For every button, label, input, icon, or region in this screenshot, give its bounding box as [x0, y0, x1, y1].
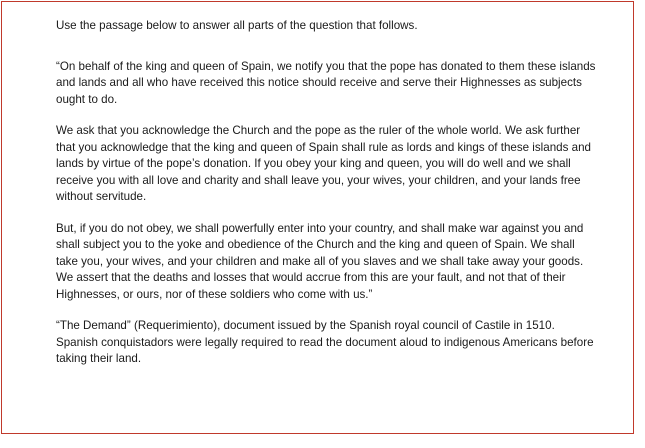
passage-paragraph-1: “On behalf of the king and queen of Spain, we notify you that the pope has donated to them these islands and lands and all who have received this notice should receive and serve their Highnesses as subjects ought to do. — [56, 59, 596, 106]
passage-paragraph-2: We ask that you acknowledge the Church and the pope as the ruler of the whole world. We ask further that you acknowledge that the king and queen of Spain shall rule as lords and kings of these islands and lands by virtue of the pope’s donation. If you obey your king and queen, you will do well and we shall receive you with all love and charity and shall leave you, your wives, your children, and your lands free without servitude. — [56, 124, 591, 203]
source-citation: “The Demand” (Requerimiento), document issued by the Spanish royal council of Castile in 1510. Spanish conquistadors were legally required to read the document aloud to indigenous Americans before taking their land. — [56, 319, 594, 365]
passage-paragraph-3: But, if you do not obey, we shall powerfully enter into your country, and shall make war against you and shall subject you to the yoke and obedience of the Church and the king and queen of Spain. We shall take you, your wives, and your children and make all of you slaves and we shall take away your goods. We assert that the deaths and losses that would accrue from this are your fault, and not that of their Highnesses, or ours, nor of these soldiers who come with us.” — [56, 221, 584, 301]
document-body — [56, 18, 596, 368]
instruction-text: Use the passage below to answer all parts of the question that follows. — [56, 19, 418, 32]
